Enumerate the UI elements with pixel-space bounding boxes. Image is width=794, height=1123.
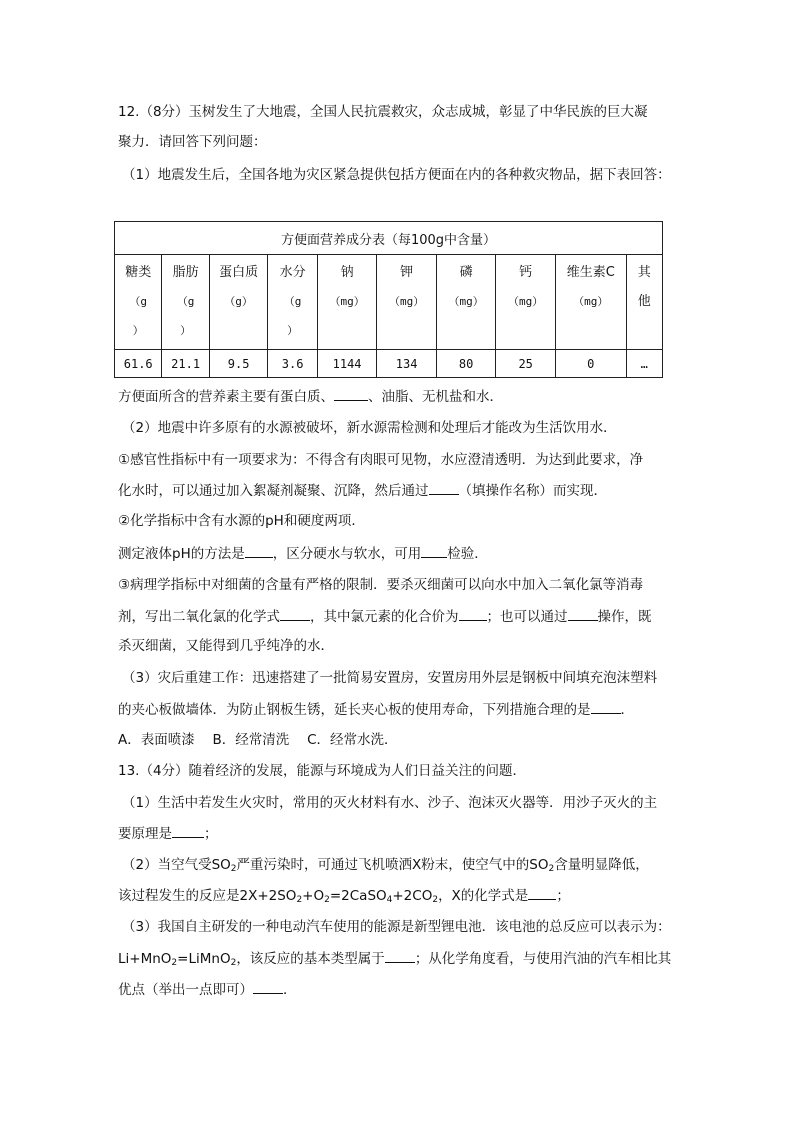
table-value-cell: 3.6 xyxy=(268,350,317,378)
answer-blank[interactable] xyxy=(385,948,415,963)
answer-blank[interactable] xyxy=(253,979,283,994)
table-header-cell: 钾 （mg） xyxy=(377,255,437,350)
table-header-cell: 其 他 xyxy=(626,255,662,350)
answer-blank[interactable] xyxy=(459,606,487,621)
q12-part1: （1）地震发生后，全国各地为灾区紧急提供包括方便面在内的各种救灾物品，据下表回答： xyxy=(122,167,671,183)
after-table-line: 方便面所含的营养素主要有蛋白质、 、油脂、无机盐和水． xyxy=(118,386,503,407)
nutrition-table-title: 方便面营养成分表（每100g中含量） xyxy=(115,222,663,255)
table-value-cell: 9.5 xyxy=(209,350,268,378)
answer-blank[interactable] xyxy=(421,543,447,558)
q12-part3-line2: 的夹心板做墙体．为防止钢板生锈，延长夹心板的使用寿命，下列措施合理的是 ． xyxy=(118,699,634,720)
q12-part2-1-line2: 化水时，可以通过加入絮凝剂凝聚、沉降，然后通过 （填操作名称）而实现． xyxy=(118,480,607,501)
q12-part2: （2）地震中许多原有的水源被破坏，新水源需检测和处理后才能改为生活饮用水． xyxy=(122,420,617,436)
answer-blank[interactable] xyxy=(568,606,598,621)
table-value-cell: 0 xyxy=(555,350,626,378)
q13-part2-line1: （2）当空气受$SO_2$严重污染时，可通过飞机喷洒X粉末，使空气中的$SO_2$含量明显降低， xyxy=(122,857,649,874)
q12-intro-line2: 聚力．请回答下列问题： xyxy=(118,134,267,150)
answer-blank[interactable] xyxy=(280,606,310,621)
table-header-cell: 钠 （mg） xyxy=(317,255,377,350)
q12-part2-1-line1: ①感官性指标中有一项要求为：不得含有肉眼可见物，水应澄清透明．为达到此要求，净 xyxy=(118,452,644,468)
answer-blank[interactable] xyxy=(334,386,368,401)
table-header-cell: 水分 （g ） xyxy=(268,255,317,350)
table-value-cell: 1144 xyxy=(317,350,377,378)
q12-part2-2-line2: 测定液体pH的方法是 ，区分硬水与软水，可用 检验． xyxy=(118,543,488,564)
table-header-cell: 糖类 （g ） xyxy=(115,255,162,350)
q12-part3-options: A．表面喷漆 B．经常清洗 C．经常水洗． xyxy=(118,732,398,748)
q13-intro: 13.（4分）随着经济的发展，能源与环境成为人们日益关注的问题． xyxy=(118,763,527,779)
answer-blank[interactable] xyxy=(429,480,459,495)
table-header-cell: 脂肪 （g ） xyxy=(162,255,209,350)
q13-part1-line1: （1）生活中若发生火灾时，常用的灭火材料有水、沙子、泡沫灭火器等．用沙子灭火的主 xyxy=(122,795,658,811)
answer-blank[interactable] xyxy=(591,699,621,714)
table-header-cell: 磷 （mg） xyxy=(436,255,496,350)
table-value-cell: … xyxy=(626,350,662,378)
q13-part3-line3: 优点（举出一点即可） ． xyxy=(118,979,297,1000)
table-value-cell: 61.6 xyxy=(115,350,162,378)
q12-part2-2-line1: ②化学指标中含有水源的pH和硬度两项． xyxy=(118,513,365,529)
table-value-cell: 21.1 xyxy=(162,350,209,378)
table-header-cell: 蛋白质 （g） xyxy=(209,255,268,350)
q13-part3-line1: （3）我国自主研发的一种电动汽车使用的能源是新型锂电池．该电池的总反应可以表示为： xyxy=(122,919,671,935)
answer-blank[interactable] xyxy=(245,543,273,558)
table-value-cell: 25 xyxy=(496,350,556,378)
table-header-cell: 维生素C （mg） xyxy=(555,255,626,350)
q13-part2-line2: 该过程发生的反应是$2X+2SO_2+O_2=2CaSO_4+2CO_2$，X的化学式是 ； xyxy=(118,885,570,906)
table-value-cell: 134 xyxy=(377,350,437,378)
nutrition-table xyxy=(114,221,663,378)
table-value-cell: 80 xyxy=(436,350,496,378)
table-header-cell: 钙 （mg） xyxy=(496,255,556,350)
q12-part2-3-line2: 剂，写出二氧化氯的化学式 ，其中氯元素的化合价为 ；也可以通过 操作，既 xyxy=(118,606,652,627)
q13-part3-line2: Li+MnO$_2$=LiMnO$_2$，该反应的基本类型属于 ；从化学角度看，与使用汽油的汽车相比其 xyxy=(118,948,671,969)
answer-blank[interactable] xyxy=(172,823,204,838)
q12-intro-line1: 12.（8分）玉树发生了大地震，全国人民抗震救灾，众志成城，彰显了中华民族的巨大凝 xyxy=(118,104,648,120)
q12-part2-3-line3: 杀灭细菌，又能得到几乎纯净的水． xyxy=(118,638,334,654)
answer-blank[interactable] xyxy=(528,885,556,900)
q12-part2-3-line1: ③病理学指标中对细菌的含量有严格的限制．要杀灭细菌可以向水中加入二氧化氯等消毒 xyxy=(118,577,644,593)
q12-part3-line1: （3）灾后重建工作：迅速搭建了一批简易安置房，安置房用外层是钢板中间填充泡沫塑料 xyxy=(122,670,658,686)
q13-part1-line2: 要原理是 ； xyxy=(118,823,218,844)
